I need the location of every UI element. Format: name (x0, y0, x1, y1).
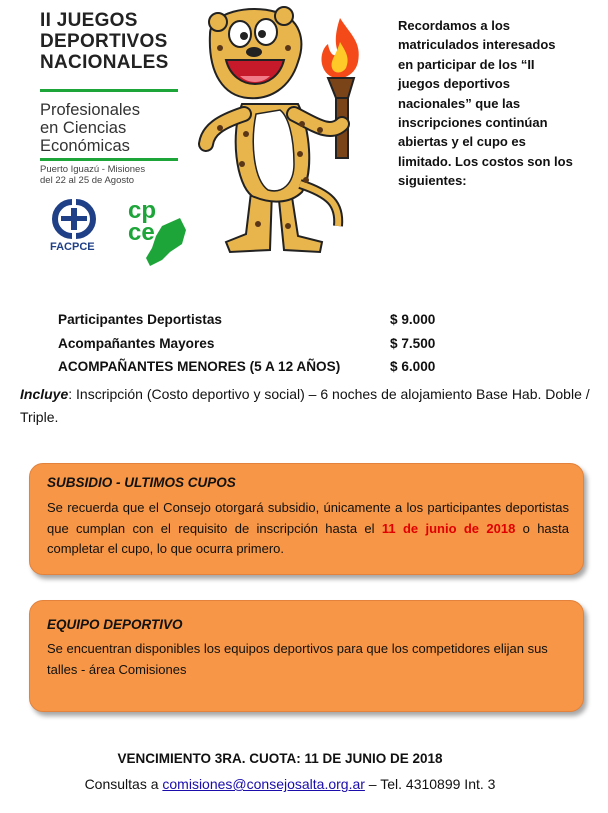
facpce-logo-icon (48, 198, 100, 240)
event-logo-title (40, 10, 169, 73)
equipo-text: Se encuentran disponibles los equipos deportivos para que los competidores elijan sus talles - área Comisiones (47, 641, 548, 677)
cost-label: Acompañantes Mayores (58, 336, 215, 351)
logo-title-line: DEPORTIVOS (40, 31, 168, 52)
location-line: del 22 al 25 de Agosto (40, 175, 135, 186)
incluye-label: Incluye (20, 386, 69, 402)
logo-subtitle-line: Económicas (40, 137, 130, 155)
intro-paragraph: Recordamos a los matriculados interesados en participar de los “II juegos deportivos nacionales” que las inscripciones continúan abiertas y el cupo es limitado. Los costos son los siguientes: (398, 18, 573, 189)
subsidio-deadline: 11 de junio de 2018 (381, 520, 516, 536)
svg-text:ce: ce (128, 219, 155, 246)
logo-subtitle-line: Profesionales (40, 101, 140, 119)
cost-price: $ 6.000 (390, 359, 436, 374)
contact-prefix: Consultas a (84, 776, 163, 792)
incluye-detail: : Inscripción (Costo deportivo y social) – 6 noches de alojamiento Base Hab. Doble / Triple. (20, 386, 590, 425)
subsidio-title: SUBSIDIO - ULTIMOS CUPOS (47, 475, 236, 490)
logo-title-line: II JUEGOS (40, 10, 138, 31)
cpce-logo-icon (122, 196, 194, 270)
contact-phone: – Tel. 4310899 Int. 3 (364, 776, 496, 792)
cost-price: $ 7.500 (390, 336, 436, 351)
logo-divider (40, 89, 178, 92)
vencimiento-notice: VENCIMIENTO 3RA. CUOTA: 11 DE JUNIO DE 2018 (117, 751, 443, 766)
jaguar-mascot-icon (190, 4, 375, 254)
cost-price: $ 9.000 (390, 312, 436, 327)
event-location (40, 164, 145, 186)
subsidio-text-end: o hasta completar el cupo, lo que ocurra primero. (47, 520, 570, 556)
equipo-box (29, 600, 584, 712)
logo-divider (40, 158, 178, 161)
cost-label: Participantes Deportistas (58, 312, 222, 327)
subsidio-text (47, 498, 569, 560)
incluye-text (20, 383, 590, 429)
facpce-label: FACPCE (50, 241, 95, 253)
contact-line (0, 776, 580, 792)
equipo-title: EQUIPO DEPORTIVO (47, 617, 183, 632)
event-logo-subtitle (40, 101, 140, 155)
location-line: Puerto Iguazú - Misiones (40, 164, 146, 175)
svg-text:cp: cp (128, 197, 157, 224)
subsidio-text-start: Se recuerda que el Consejo otorgará subsidio, únicamente a los participantes deportistas que cumplan con el requisito de inscripción hasta el (47, 500, 569, 536)
logo-subtitle-line: en Ciencias (40, 119, 127, 137)
cost-label: ACOMPAÑANTES MENORES (5 A 12 AÑOS) (58, 359, 341, 374)
subsidio-box (29, 463, 584, 575)
contact-email-link[interactable]: comisiones@consejosalta.org.ar (162, 776, 365, 792)
logo-title-line: NACIONALES (40, 52, 169, 73)
